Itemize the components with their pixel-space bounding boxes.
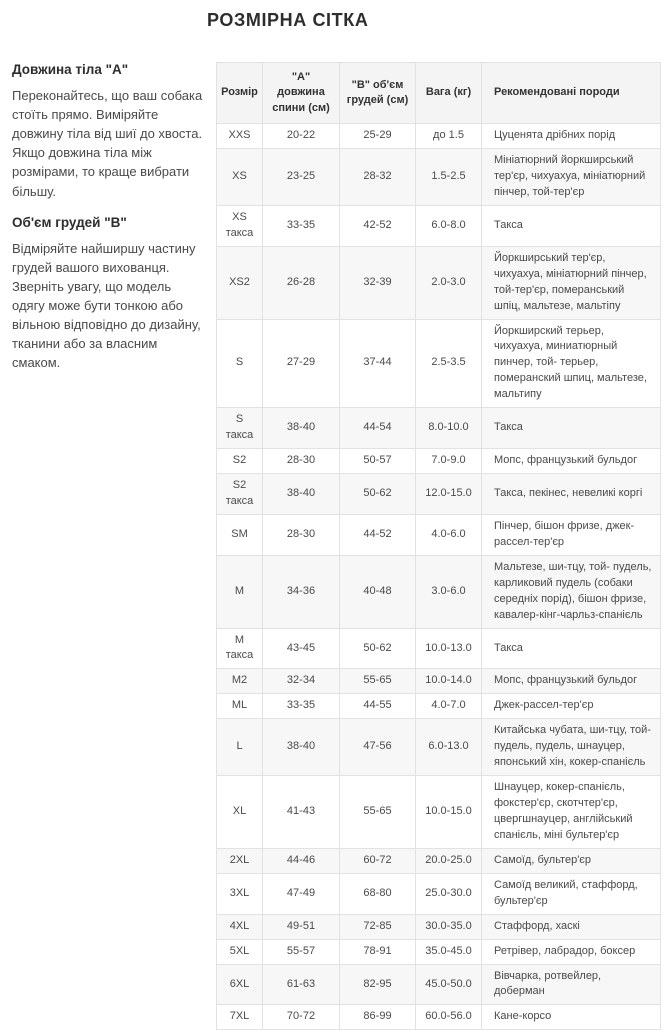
size-cell: M такса	[217, 628, 263, 669]
table-row	[217, 939, 661, 964]
weight-cell: 12.0-15.0	[416, 474, 482, 515]
table-row	[217, 669, 661, 694]
weight-cell: 10.0-15.0	[416, 776, 482, 849]
breeds-cell: Мініатюрний йоркширський тер'єр, чихуахуа, мініатюрний пінчер, той-тер'єр	[482, 149, 661, 206]
chest-girth-text: Відміряйте найширшу частину грудей вашого вихованця. Зверніть увагу, що модель одягу може бути тонкою або вільною відповідно до дизайну, тканини або за власним смаком.	[12, 240, 201, 371]
table-row	[217, 514, 661, 555]
back-length-cell: 28-30	[263, 514, 340, 555]
back-length-cell: 23-25	[263, 149, 340, 206]
breeds-cell: Цуценята дрібних порід	[482, 124, 661, 149]
back-length-cell: 33-35	[263, 694, 340, 719]
breeds-cell: Йоркширский терьер, чихуахуа, миниатюрный пинчер, той- терьер, померанский шпиц, мальтезе, мальтипу	[482, 319, 661, 408]
size-cell: XXS	[217, 124, 263, 149]
table-row	[217, 449, 661, 474]
weight-cell: 6.0-8.0	[416, 205, 482, 246]
back-length-cell: 34-36	[263, 555, 340, 628]
weight-cell: 30.0-35.0	[416, 914, 482, 939]
chest-girth-cell: 55-65	[340, 776, 416, 849]
chest-girth-cell: 37-44	[340, 319, 416, 408]
chest-girth-cell: 50-62	[340, 474, 416, 515]
header-chest-girth: "В" об'єм грудей (см)	[340, 63, 416, 124]
back-length-cell: 20-22	[263, 124, 340, 149]
weight-cell: 45.0-50.0	[416, 964, 482, 1005]
chest-girth-cell: 44-52	[340, 514, 416, 555]
table-row	[217, 319, 661, 408]
chest-girth-cell: 72-85	[340, 914, 416, 939]
table-row	[217, 474, 661, 515]
body-length-text: Переконайтесь, що ваш собака стоїть прямо. Виміряйте довжину тіла від шиї до хвоста. Якщо довжина тіла між розмірами, то краще вибрати більшу.	[12, 88, 203, 199]
back-length-cell: 49-51	[263, 914, 340, 939]
chest-girth-cell: 44-54	[340, 408, 416, 449]
chest-girth-cell: 44-55	[340, 694, 416, 719]
weight-cell: 1.5-2.5	[416, 149, 482, 206]
size-cell: S такса	[217, 408, 263, 449]
breeds-cell: Такса	[482, 628, 661, 669]
table-header-row	[217, 63, 661, 124]
chest-girth-cell: 50-57	[340, 449, 416, 474]
chest-girth-cell: 32-39	[340, 246, 416, 319]
table-row	[217, 1005, 661, 1030]
chest-girth-cell: 40-48	[340, 555, 416, 628]
breeds-cell: Мальтезе, ши-тцу, той- пудель, карликовий пудель (собаки середніх порід), бішон фризе, кавалер-кінг-чарльз-спанієль	[482, 555, 661, 628]
weight-cell: 20.0-25.0	[416, 848, 482, 873]
page-title: РОЗМІРНА СІТКА	[207, 10, 369, 30]
chest-girth-cell: 68-80	[340, 873, 416, 914]
back-length-cell: 26-28	[263, 246, 340, 319]
chest-girth-cell: 55-65	[340, 669, 416, 694]
header-weight: Вага (кг)	[416, 63, 482, 124]
size-cell: 5XL	[217, 939, 263, 964]
table-row	[217, 694, 661, 719]
back-length-cell: 41-43	[263, 776, 340, 849]
breeds-cell: Йоркширський тер'єр, чихуахуа, мініатюрний пінчер, той-тер'єр, померанський шпіц, мальтезе, мальтіпу	[482, 246, 661, 319]
weight-cell: 4.0-6.0	[416, 514, 482, 555]
size-cell: L	[217, 719, 263, 776]
breeds-cell: Такса	[482, 205, 661, 246]
back-length-cell: 61-63	[263, 964, 340, 1005]
weight-cell: 10.0-14.0	[416, 669, 482, 694]
sidebar-section-chest-girth	[12, 215, 206, 373]
breeds-cell: Самоїд великий, стаффорд, бультер'єр	[482, 873, 661, 914]
breeds-cell: Пінчер, бішон фризе, джек-рассел-тер'єр	[482, 514, 661, 555]
breeds-cell: Шнауцер, кокер-спанієль, фокстер'єр, скотчтер'єр, цвергшнауцер, англійський спанієль, міні бультер'єр	[482, 776, 661, 849]
back-length-cell: 38-40	[263, 408, 340, 449]
chest-girth-cell: 78-91	[340, 939, 416, 964]
back-length-cell: 47-49	[263, 873, 340, 914]
size-cell: M2	[217, 669, 263, 694]
chest-girth-cell: 60-72	[340, 848, 416, 873]
chest-girth-cell: 82-95	[340, 964, 416, 1005]
sidebar	[12, 50, 206, 386]
table-row	[217, 719, 661, 776]
table-row	[217, 628, 661, 669]
table-row	[217, 848, 661, 873]
size-cell: XS2	[217, 246, 263, 319]
weight-cell: 10.0-13.0	[416, 628, 482, 669]
table-row	[217, 873, 661, 914]
table-row	[217, 408, 661, 449]
size-cell: 2XL	[217, 848, 263, 873]
table-row	[217, 205, 661, 246]
weight-cell: 35.0-45.0	[416, 939, 482, 964]
chest-girth-cell: 47-56	[340, 719, 416, 776]
back-length-cell: 43-45	[263, 628, 340, 669]
breeds-cell: Ретрівер, лабрадор, боксер	[482, 939, 661, 964]
chest-girth-cell: 28-32	[340, 149, 416, 206]
header-breeds: Рекомендовані породи	[482, 63, 661, 124]
weight-cell: 2.5-3.5	[416, 319, 482, 408]
weight-cell: 3.0-6.0	[416, 555, 482, 628]
sidebar-section-body-length	[12, 62, 206, 201]
breeds-cell: Китайська чубата, ши-тцу, той- пудель, пудель, шнауцер, японський хін, кокер-спанієль	[482, 719, 661, 776]
breeds-cell: Самоїд, бультер'єр	[482, 848, 661, 873]
size-table	[216, 62, 661, 1030]
size-cell: XS такса	[217, 205, 263, 246]
body-length-heading: Довжина тіла "А"	[12, 62, 129, 77]
weight-cell: 2.0-3.0	[416, 246, 482, 319]
back-length-cell: 38-40	[263, 474, 340, 515]
back-length-cell: 33-35	[263, 205, 340, 246]
weight-cell: 6.0-13.0	[416, 719, 482, 776]
size-cell: SM	[217, 514, 263, 555]
breeds-cell: Мопс, французький бульдог	[482, 669, 661, 694]
breeds-cell: Такса, пекінес, невеликі коргі	[482, 474, 661, 515]
back-length-cell: 55-57	[263, 939, 340, 964]
size-cell: 6XL	[217, 964, 263, 1005]
table-row	[217, 776, 661, 849]
breeds-cell: Мопс, французький бульдог	[482, 449, 661, 474]
breeds-cell: Вівчарка, ротвейлер, доберман	[482, 964, 661, 1005]
size-cell: 7XL	[217, 1005, 263, 1030]
breeds-cell: Джек-рассел-тер'єр	[482, 694, 661, 719]
header-size: Розмір	[217, 63, 263, 124]
table-row	[217, 914, 661, 939]
back-length-cell: 44-46	[263, 848, 340, 873]
weight-cell: 25.0-30.0	[416, 873, 482, 914]
chest-girth-cell: 86-99	[340, 1005, 416, 1030]
size-cell: XS	[217, 149, 263, 206]
header-back-length: "А" довжина спини (см)	[263, 63, 340, 124]
table-row	[217, 246, 661, 319]
chest-girth-heading: Об'єм грудей "В"	[12, 214, 127, 230]
back-length-cell: 27-29	[263, 319, 340, 408]
size-cell: M	[217, 555, 263, 628]
breeds-cell: Такса	[482, 408, 661, 449]
weight-cell: до 1.5	[416, 124, 482, 149]
back-length-cell: 70-72	[263, 1005, 340, 1030]
size-cell: 4XL	[217, 914, 263, 939]
weight-cell: 4.0-7.0	[416, 694, 482, 719]
breeds-cell: Кане-корсо	[482, 1005, 661, 1030]
weight-cell: 8.0-10.0	[416, 408, 482, 449]
back-length-cell: 38-40	[263, 719, 340, 776]
size-cell: S2	[217, 449, 263, 474]
back-length-cell: 32-34	[263, 669, 340, 694]
size-cell: 3XL	[217, 873, 263, 914]
chest-girth-cell: 42-52	[340, 205, 416, 246]
table-row	[217, 964, 661, 1005]
chest-girth-cell: 50-62	[340, 628, 416, 669]
size-cell: ML	[217, 694, 263, 719]
weight-cell: 60.0-56.0	[416, 1005, 482, 1030]
size-cell: XL	[217, 776, 263, 849]
table-row	[217, 149, 661, 206]
breeds-cell: Стаффорд, хаскі	[482, 914, 661, 939]
size-cell: S	[217, 319, 263, 408]
table-body	[217, 124, 661, 1030]
table-row	[217, 555, 661, 628]
table-row	[217, 124, 661, 149]
size-cell: S2 такса	[217, 474, 263, 515]
back-length-cell: 28-30	[263, 449, 340, 474]
weight-cell: 7.0-9.0	[416, 449, 482, 474]
chest-girth-cell: 25-29	[340, 124, 416, 149]
